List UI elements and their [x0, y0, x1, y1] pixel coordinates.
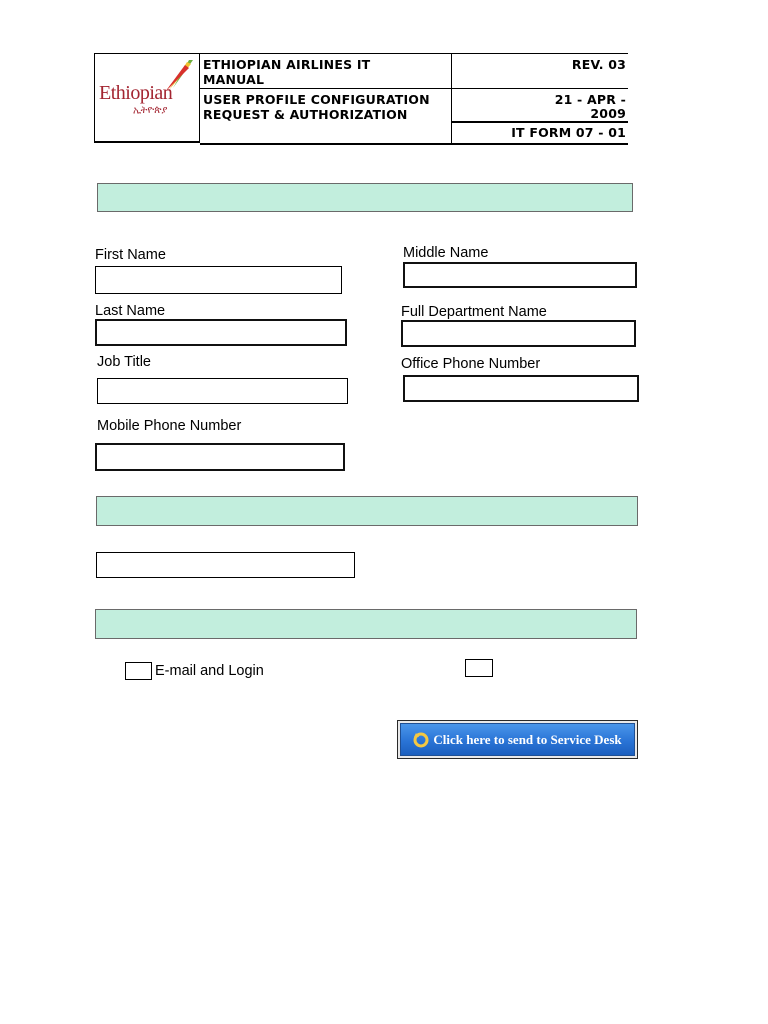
office-phone-field[interactable] — [403, 375, 639, 402]
email-login-checkbox[interactable] — [125, 662, 152, 680]
revision-cell — [452, 53, 628, 89]
logo-subtext: ኢትዮጵያ — [133, 105, 168, 116]
send-to-service-desk-button[interactable] — [397, 720, 638, 759]
department-label: Full Department Name — [401, 304, 547, 320]
refresh-arrow-icon — [413, 732, 429, 748]
service-checkbox-2[interactable] — [465, 659, 493, 677]
account-field[interactable] — [96, 552, 355, 578]
form-title-cell — [200, 89, 451, 145]
form-number-text: IT FORM 07 - 01 — [511, 125, 626, 140]
form-number-cell — [452, 123, 628, 145]
department-field[interactable] — [401, 320, 636, 347]
mobile-phone-label: Mobile Phone Number — [97, 418, 242, 434]
first-name-field[interactable] — [95, 266, 342, 294]
manual-title-cell — [200, 53, 451, 89]
manual-title-line2: MANUAL — [203, 72, 265, 87]
date-line2: 2009 — [590, 106, 626, 121]
date-cell — [452, 89, 628, 123]
date-line1: 21 - APR - — [554, 92, 626, 107]
form-title-line1: USER PROFILE CONFIGURATION — [203, 92, 430, 107]
mobile-phone-field[interactable] — [95, 443, 345, 471]
last-name-label: Last Name — [95, 303, 166, 319]
office-phone-label: Office Phone Number — [401, 356, 541, 372]
logo-cell — [94, 53, 200, 143]
middle-name-field[interactable] — [403, 262, 637, 288]
ethiopian-airlines-logo — [97, 58, 197, 118]
form-title-line2: REQUEST & AUTHORIZATION — [203, 107, 408, 122]
section-bar-services — [95, 609, 637, 639]
middle-name-label: Middle Name — [403, 245, 489, 261]
section-bar-personal-info — [97, 183, 633, 212]
logo-wordmark: Ethiopian — [99, 82, 173, 104]
job-title-label: Job Title — [97, 354, 151, 370]
first-name-label: First Name — [95, 247, 166, 263]
form-header — [94, 53, 628, 145]
job-title-field[interactable] — [97, 378, 348, 404]
last-name-field[interactable] — [95, 319, 347, 346]
section-bar-account — [96, 496, 638, 526]
send-button-label: Click here to send to Service Desk — [433, 731, 622, 747]
revision-text: REV. 03 — [571, 57, 626, 72]
email-login-label: E-mail and Login — [155, 663, 264, 679]
send-button-face[interactable] — [400, 723, 635, 756]
manual-title-line1: ETHIOPIAN AIRLINES IT — [203, 57, 371, 72]
